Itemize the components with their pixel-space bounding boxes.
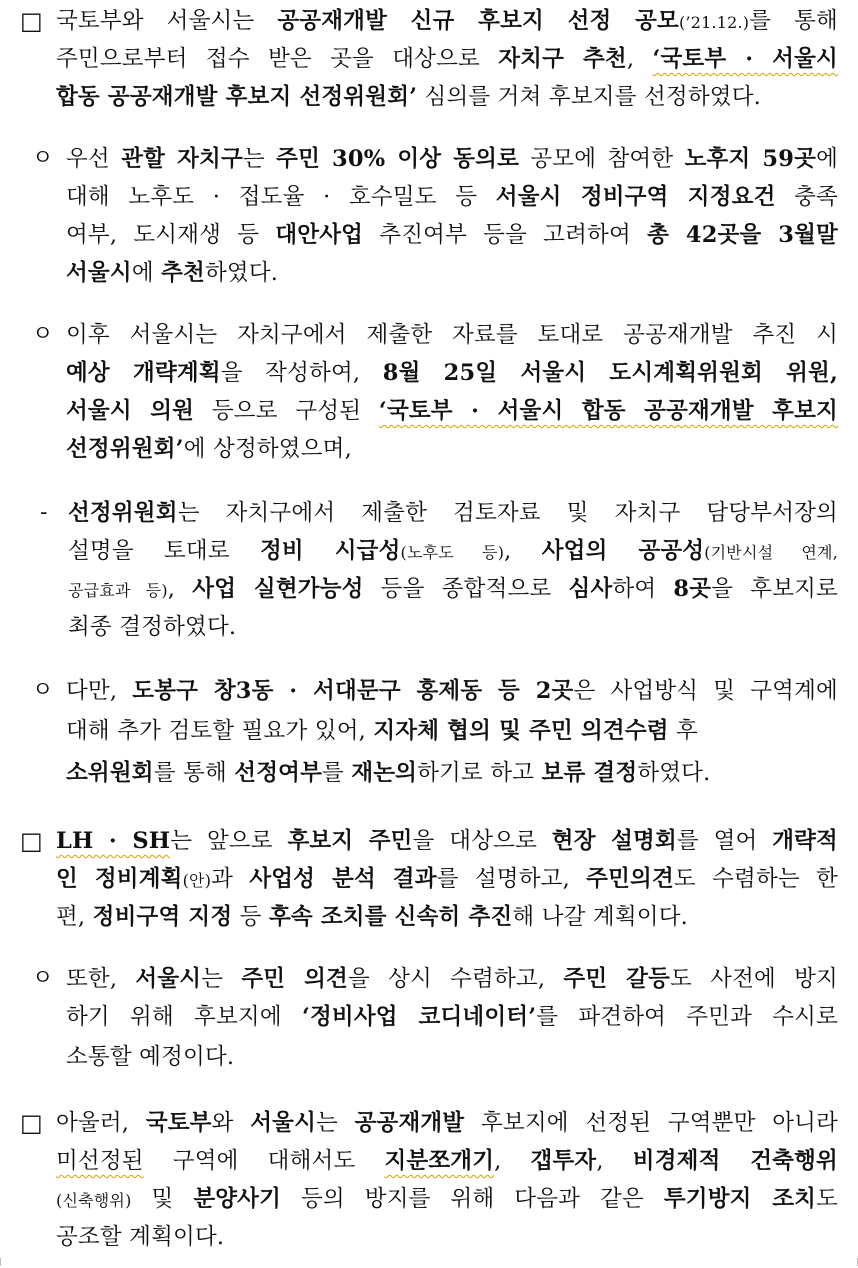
text-line: 서울시에 추천하였다.: [66, 260, 279, 286]
square-bullet: □: [20, 827, 43, 855]
text-line: 국토부와 서울시는 공공재개발 신규 후보지 선정 공모(’21.12.)를 통해: [56, 8, 838, 34]
text-line: 공급효과 등), 사업 실현가능성 등을 종합적으로 심사하여 8곳을 후보지로: [68, 576, 838, 602]
text-line: 대해 노후도 · 접도율 · 호수밀도 등 서울시 정비구역 지정요건 충족: [66, 184, 838, 210]
text-line: 이후 서울시는 자치구에서 제출한 자료를 토대로 공공재개발 추진 시: [66, 322, 838, 348]
square-bullet: □: [20, 1109, 43, 1137]
text-line: 인 정비계획(안)과 사업성 분석 결과를 설명하고, 주민의견도 수렴하는 한: [56, 866, 838, 892]
circle-bullet: ㅇ: [32, 146, 54, 171]
text-line: 예상 개략계획을 작성하여, 8월 25일 서울시 도시계획위원회 위원,: [66, 360, 839, 386]
text-line: 선정위원회’에 상정하였으며,: [66, 436, 352, 462]
text-line: 미선정된 구역에 대해서도 지분쪼개기, 갭투자, 비경제적 건축행위: [56, 1148, 838, 1174]
text-line: 주민으로부터 접수 받은 곳을 대상으로 자치구 추천, ‘국토부 · 서울시: [56, 46, 838, 72]
text-line: 또한, 서울시는 주민 의견을 상시 수렴하고, 주민 갈등도 사전에 방지: [66, 966, 838, 992]
circle-bullet: ㅇ: [32, 966, 54, 991]
text-line: LH · SH는 앞으로 후보지 주민을 대상으로 현장 설명회를 열어 개략적: [56, 828, 838, 854]
text-line: 대해 추가 검토할 필요가 있어, 지자체 협의 및 주민 의견수렴 후: [66, 718, 698, 744]
text-line: (신축행위) 및 분양사기 등의 방지를 위해 다음과 같은 투기방지 조치도: [56, 1186, 838, 1212]
text-line: 편, 정비구역 지정 등 후속 조치를 신속히 추진해 나갈 계획이다.: [56, 904, 688, 930]
text-line: 소통할 예정이다.: [66, 1044, 235, 1070]
text-line: 공조할 계획이다.: [56, 1224, 225, 1250]
page-corner-mark: [849, 1258, 858, 1266]
text-line: 최종 결정하였다.: [68, 614, 237, 640]
page-corner-mark: [0, 1258, 9, 1266]
text-line: 설명을 토대로 정비 시급성(노후도 등), 사업의 공공성(기반시설 연계,: [68, 538, 838, 564]
circle-bullet: ㅇ: [32, 678, 54, 703]
text-line: 선정위원회는 자치구에서 제출한 검토자료 및 자치구 담당부서장의: [68, 500, 838, 526]
text-line: 여부, 도시재생 등 대안사업 추진여부 등을 고려하여 총 42곳을 3월말: [66, 222, 838, 248]
text-line: 합동 공공재개발 후보지 선정위원회’ 심의를 거쳐 후보지를 선정하였다.: [56, 84, 762, 110]
text-line: 소위원회를 통해 선정여부를 재논의하기로 하고 보류 결정하였다.: [66, 760, 711, 786]
text-line: 우선 관할 자치구는 주민 30% 이상 동의로 공모에 참여한 노후지 59곳에: [66, 146, 838, 172]
circle-bullet: ㅇ: [32, 322, 54, 347]
square-bullet: □: [20, 7, 43, 35]
text-line: 서울시 의원 등으로 구성된 ‘국토부 · 서울시 합동 공공재개발 후보지: [66, 398, 838, 424]
text-line: 아울러, 국토부와 서울시는 공공재개발 후보지에 선정된 구역뿐만 아니라: [56, 1110, 838, 1136]
text-line: 하기 위해 후보지에 ‘정비사업 코디네이터’를 파견하여 주민과 수시로: [66, 1004, 839, 1030]
text-line: 다만, 도봉구 창3동 · 서대문구 홍제동 등 2곳은 사업방식 및 구역계에: [66, 678, 838, 704]
dash-bullet: -: [40, 500, 48, 525]
